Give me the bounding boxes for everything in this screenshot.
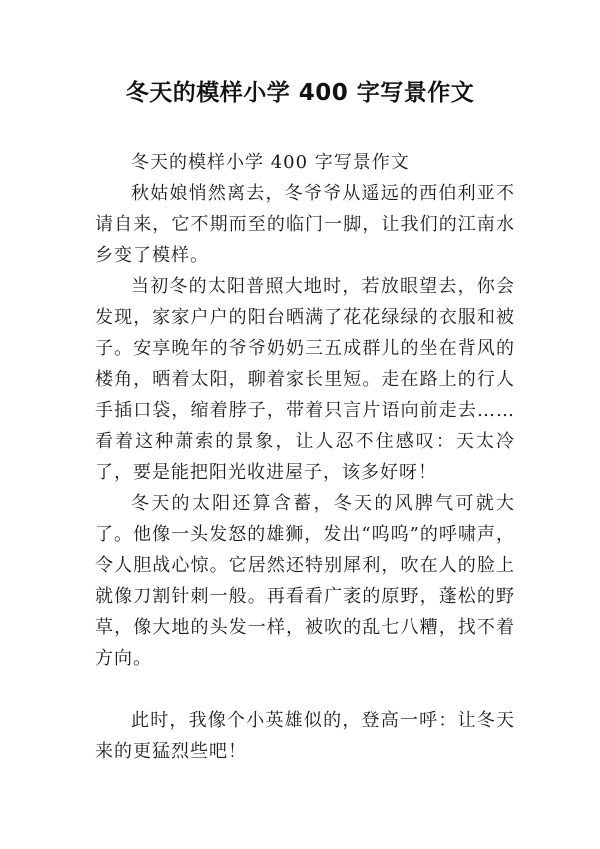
paragraph-2: 当初冬的太阳普照大地时，若放眼望去，你会发现，家家户户的阳台晒满了花花绿绿的衣服和被子。安享晚年的爷爷奶奶三五成群儿的坐在背风的楼角，晒着太阳，聊着家长里短。走在路上的行人手插口袋，缩着脖子，带着只言片语向前走去……看着这种萧索的景象，让人忍不住感叹：天太冷了，要是能把阳光收进屋子，该多好呀！ [95,276,515,483]
paragraph-3: 冬天的太阳还算含蓄，冬天的风脾气可就大了。他像一头发怒的雄狮，发出“呜呜”的呼啸声，令人胆战心惊。它居然还特别犀利，吹在人的脸上就像刀割针刺一般。再看看广袤的原野，蓬松的野草，像大地的头发一样，被吹的乱七八糟，找不着方向。 [95,493,515,669]
paragraph-subtitle: 冬天的模样小学 400 字写景作文 [131,152,410,173]
paragraph-1: 秋姑娘悄然离去，冬爷爷从遥远的西伯利亚不请自来，它不期而至的临门一脚，让我们的江南水乡变了模样。 [95,183,515,266]
document-title: 冬天的模样小学 400 字写景作文 [125,80,475,106]
document-body [95,147,515,767]
paragraph-4: 此时，我像个小英雄似的，登高一呼：让冬天来的更猛烈些吧！ [95,710,515,762]
